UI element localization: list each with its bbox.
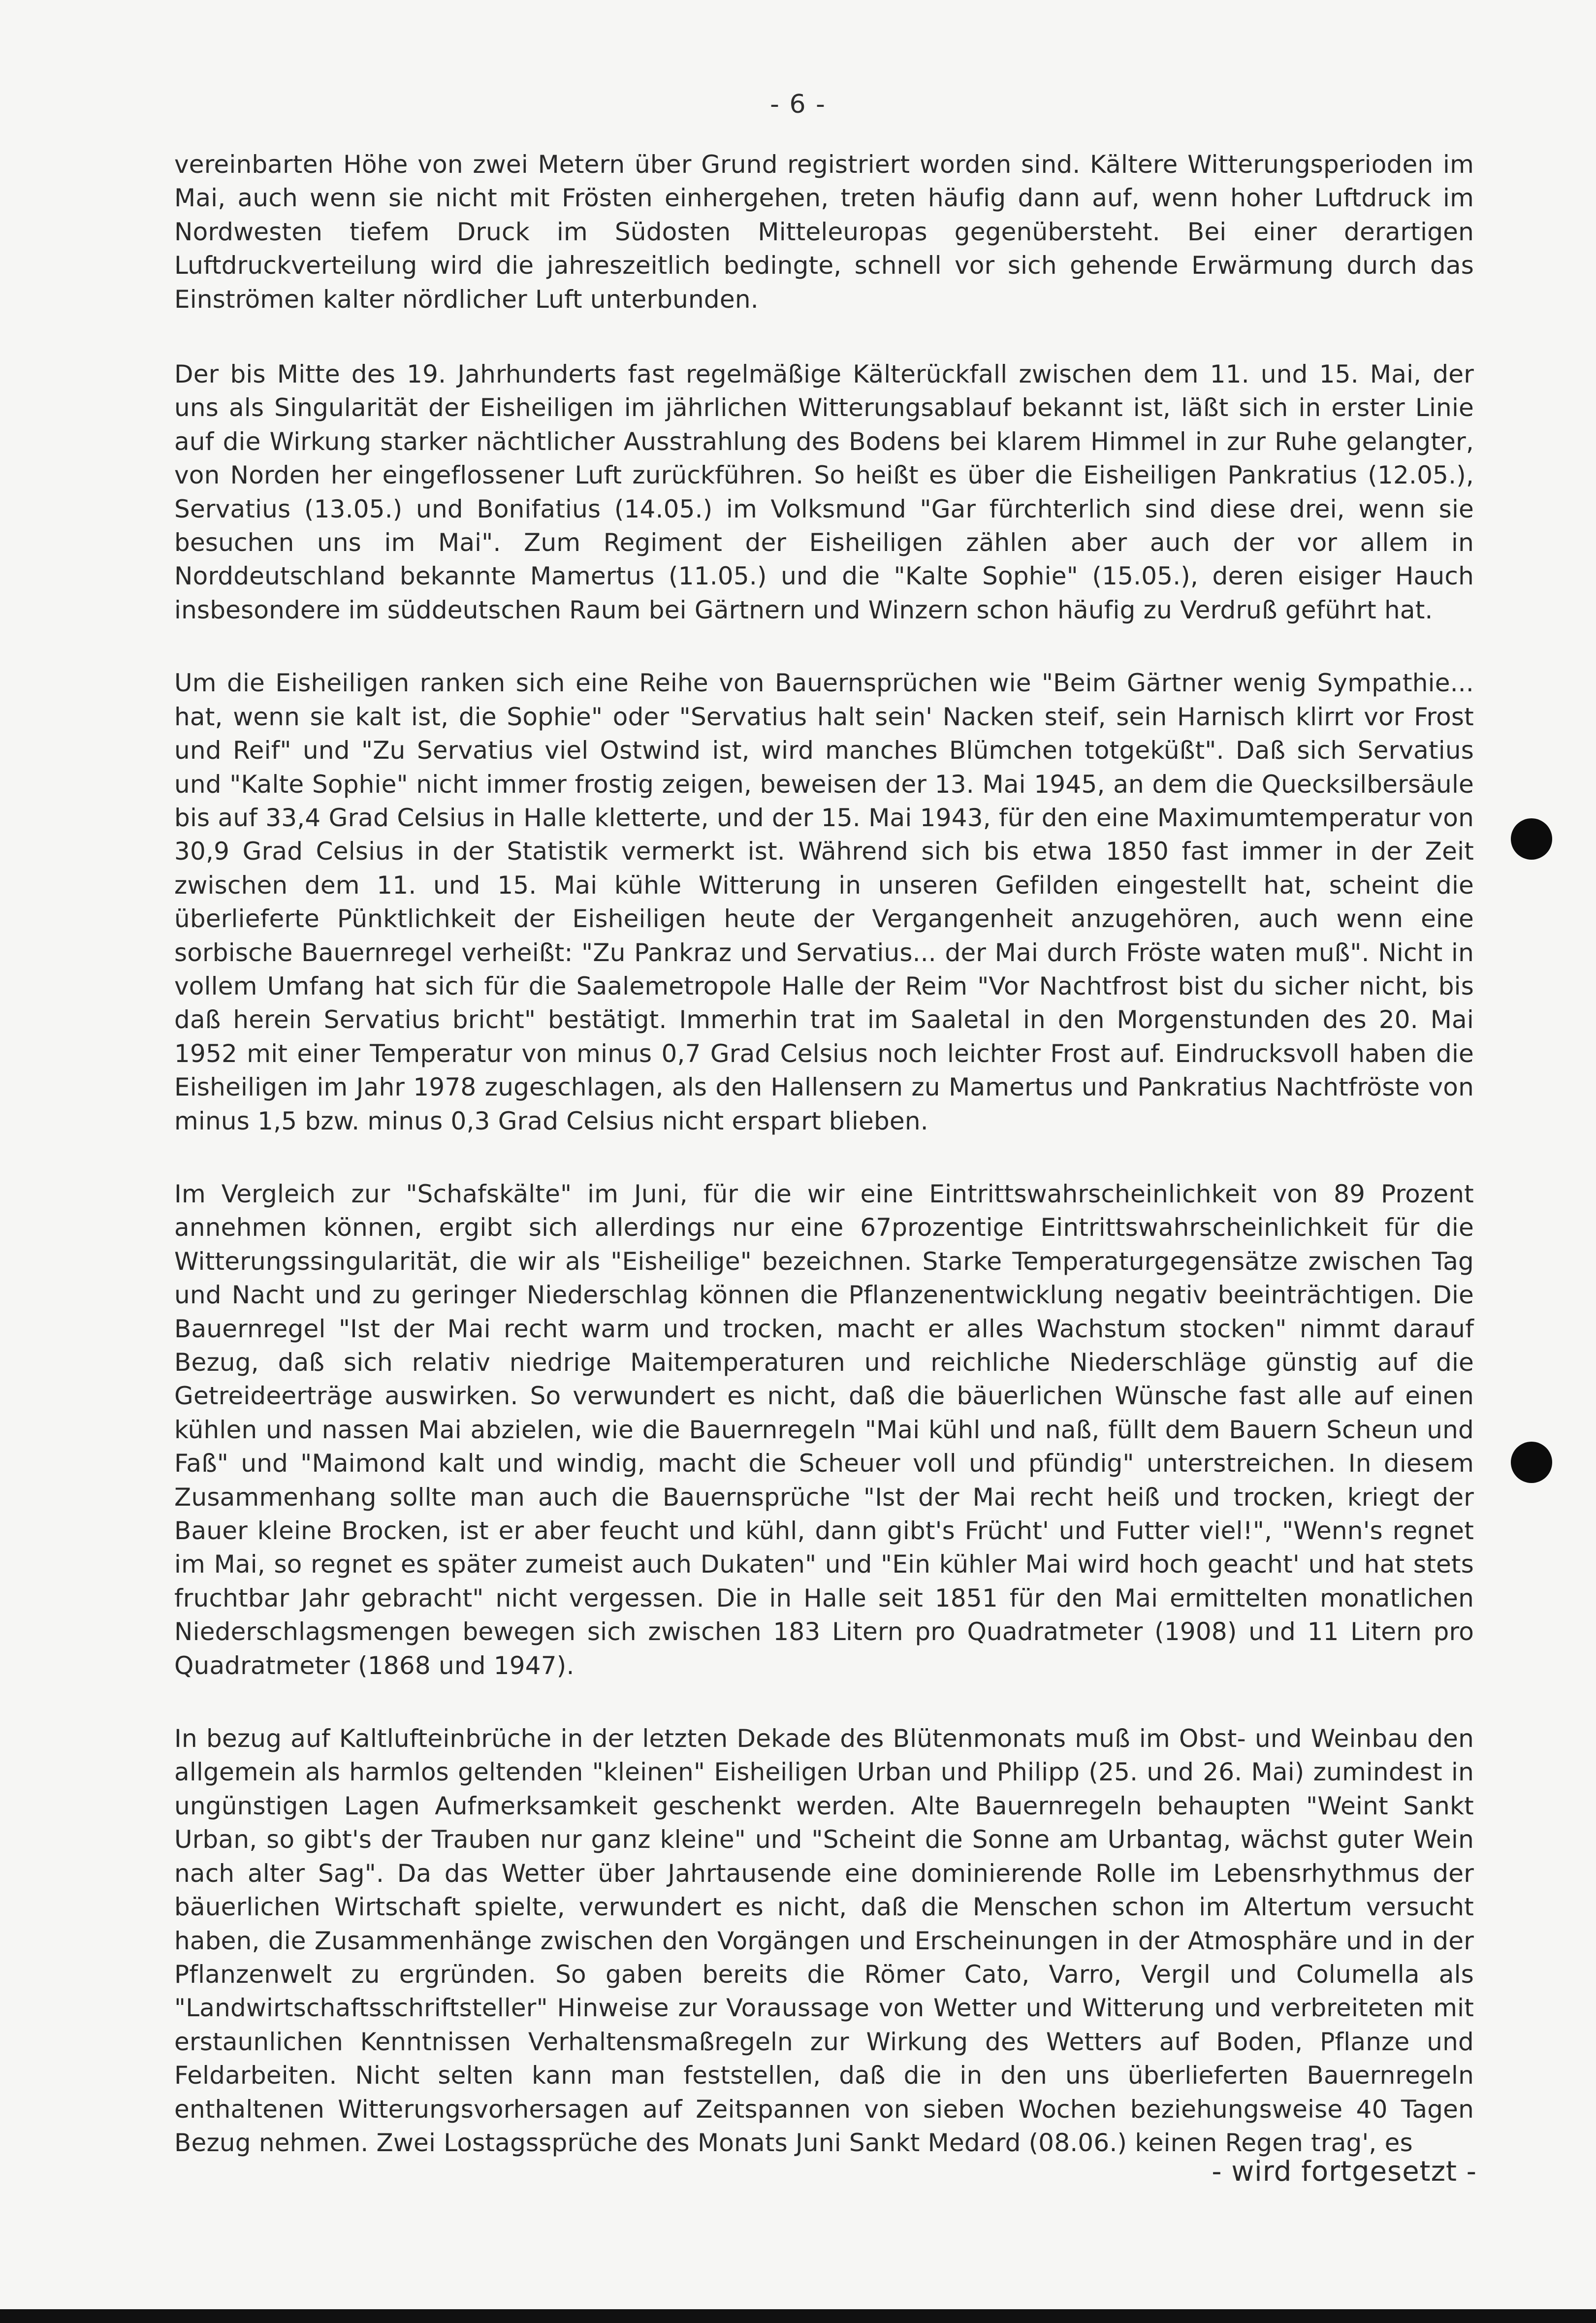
punch-hole-icon bbox=[1511, 1442, 1552, 1483]
paragraph-5: In bezug auf Kaltlufteinbrüche in der letzten Dekade des Blütenmonats muß im Obst- und Weinbau den allgemein als harmlos geltenden "kleinen" Eisheiligen Urban und Philipp (25. und 26. Mai) zumindest in ungünstigen Lagen Aufmerksamkeit geschenkt werden. Alte Bauernregeln behaupten "Weint Sankt Urban, so gibt's der Trauben nur ganz kleine" und "Scheint die Sonne am Urbantag, wächst guter Wein nach alter Sag". Da das Wetter über Jahrtausende eine dominierende Rolle im Lebensrhythmus der bäuerlichen Wirtschaft spielte, verwundert es nicht, daß die Menschen schon im Altertum versucht haben, die Zusammenhänge zwischen den Vorgängen und Erscheinungen in der Atmosphäre und in der Pflanzenwelt zu ergründen. So gaben bereits die Römer Cato, Varro, Vergil und Columella als "Landwirtschaftsschriftsteller" Hinweise zur Voraussage von Wetter und Witterung und verbreiteten mit erstaunlichen Kenntnissen Verhaltensmaßregeln zur Wirkung des Wetters auf Boden, Pflanze und Feldarbeiten. Nicht selten kann man feststellen, daß die in den uns überlieferten Bauernregeln enthaltenen Witterungsvorhersagen auf Zeitspannen von sieben Wochen beziehungsweise 40 Tagen Bezug nehmen. Zwei Lostagssprüche des Monats Juni Sankt Medard (08.06.) keinen Regen trag', es bbox=[174, 1724, 1474, 2157]
paragraph-4: Im Vergleich zur "Schafskälte" im Juni, für die wir eine Eintrittswahrscheinlichkeit von 89 Prozent annehmen können, ergibt sich allerdings nur eine 67prozentige Eintrittswahrscheinlichkeit für die Witterungssingularität, die wir als "Eisheilige" bezeichnen. Starke Temperaturgegensätze zwischen Tag und Nacht und zu geringer Niederschlag können die Pflanzenentwicklung negativ beeinträchtigen. Die Bauernregel "Ist der Mai recht warm und trocken, macht er alles Wachstum stocken" nimmt darauf Bezug, daß sich relativ niedrige Maitemperaturen und reichliche Niederschläge günstig auf die Getreideerträge auswirken. So verwundert es nicht, daß die bäuerlichen Wünsche fast alle auf einen kühlen und nassen Mai abzielen, wie die Bauernregeln "Mai kühl und naß, füllt dem Bauern Scheun und Faß" und "Maimond kalt und windig, macht die Scheuer voll und pfündig" unterstreichen. In diesem Zusammenhang sollte man auch die Bauernsprüche "Ist der Mai recht heiß und trocken, kriegt der Bauer kleine Brocken, ist er aber feucht und kühl, dann gibt's Frücht' und Futter viel!", "Wenn's regnet im Mai, so regnet es später zumeist auch Dukaten" und "Ein kühler Mai wird hoch geacht' und hat stets fruchtbar Jahr gebracht" nicht vergessen. Die in Halle seit 1851 für den Mai ermittelten monatlichen Niederschlagsmengen bewegen sich zwischen 183 Litern pro Quadratmeter (1908) und 11 Litern pro Quadratmeter (1868 und 1947). bbox=[174, 1179, 1474, 1680]
paragraph-1: vereinbarten Höhe von zwei Metern über Grund registriert worden sind. Kältere Witterungsperioden im Mai, auch wenn sie nicht mit Frösten einhergehen, treten häufig dann auf, wenn hoher Luftdruck im Nordwesten tiefem Druck im Südosten Mitteleuropas gegenübersteht. Bei einer derartigen Luftdruckverteilung wird die jahreszeitlich bedingte, schnell vor sich gehende Erwärmung durch das Einströmen kalter nördlicher Luft unterbunden. bbox=[174, 150, 1474, 314]
body-text bbox=[174, 148, 1474, 2199]
punch-hole-icon bbox=[1511, 818, 1552, 860]
scan-edge bbox=[0, 2309, 1596, 2323]
paragraph-3: Um die Eisheiligen ranken sich eine Reihe von Bauernsprüchen wie "Beim Gärtner wenig Sympathie... hat, wenn sie kalt ist, die Sophie" oder "Servatius halt sein' Nacken steif, sein Harnisch klirrt vor Frost und Reif" und "Zu Servatius viel Ostwind ist, wird manches Blümchen totgeküßt". Daß sich Servatius und "Kalte Sophie" nicht immer frostig zeigen, beweisen der 13. Mai 1945, an dem die Quecksilbersäule bis auf 33,4 Grad Celsius in Halle kletterte, und der 15. Mai 1943, für den eine Maximumtemperatur von 30,9 Grad Celsius in der Statistik vermerkt ist. Während sich bis etwa 1850 fast immer in der Zeit zwischen dem 11. und 15. Mai kühle Witterung in unseren Gefilden eingestellt hat, scheint die überlieferte Pünktlichkeit der Eisheiligen heute der Vergangenheit anzugehören, auch wenn eine sorbische Bauernregel verheißt: "Zu Pankraz und Servatius... der Mai durch Fröste waten muß". Nicht in vollem Umfang hat sich für die Saalemetropole Halle der Reim "Vor Nachtfrost bist du sicher nicht, bis daß herein Servatius bricht" bestätigt. Immerhin trat im Saaletal in den Morgenstunden des 20. Mai 1952 mit einer Temperatur von minus 0,7 Grad Celsius noch leichter Frost auf. Eindrucksvoll haben die Eisheiligen im Jahr 1978 zugeschlagen, als den Hallensern zu Mamertus und Pankratius Nachtfröste von minus 1,5 bzw. minus 0,3 Grad Celsius nicht erspart blieben. bbox=[174, 669, 1474, 1135]
page-number: - 6 - bbox=[770, 90, 826, 119]
paragraph-2: Der bis Mitte des 19. Jahrhunderts fast regelmäßige Kälterückfall zwischen dem 11. und 15. Mai, der uns als Singularität der Eisheiligen im jährlichen Witterungsablauf bekannt ist, läßt sich in erster Linie auf die Wirkung starker nächtlicher Ausstrahlung des Bodens bei klarem Himmel in zur Ruhe gelangter, von Norden her eingeflossener Luft zurückführen. So heißt es über die Eisheiligen Pankratius (12.05.), Servatius (13.05.) und Bonifatius (14.05.) im Volksmund "Gar fürchterlich sind diese drei, wenn sie besuchen uns im Mai". Zum Regiment der Eisheiligen zählen aber auch der vor allem in Norddeutschland bekannte Mamertus (11.05.) und die "Kalte Sophie" (15.05.), deren eisiger Hauch insbesondere im süddeutschen Raum bei Gärtnern und Winzern schon häufig zu Verdruß geführt hat. bbox=[174, 360, 1474, 624]
continued-note: - wird fortgesetzt - bbox=[1212, 2156, 1477, 2188]
